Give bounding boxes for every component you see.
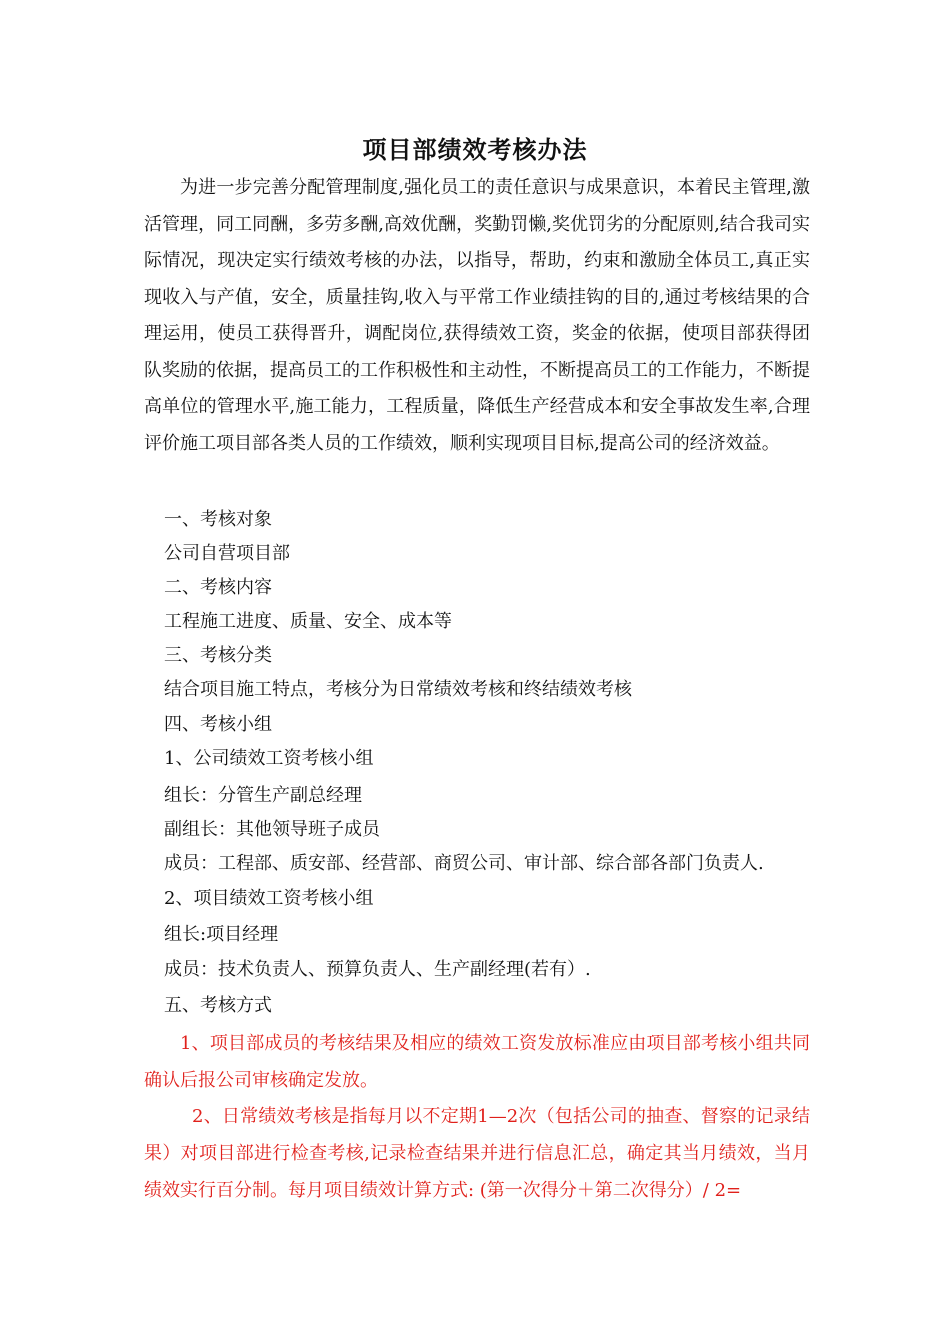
method-paragraph-1: 1、项目部成员的考核结果及相应的绩效工资发放标准应由项目部考核小组共同确认后报公司审核确定发放。 — [144, 1033, 810, 1091]
group-1-members: 成员：工程部、质安部、经营部、商贸公司、审计部、综合部各部门负责人. — [164, 853, 764, 874]
section-heading-1: 一、考核对象 — [164, 509, 272, 530]
section-text-1: 公司自营项目部 — [164, 543, 290, 564]
document-title: 项目部绩效考核办法 — [362, 136, 588, 164]
section-heading-5: 五、考核方式 — [164, 995, 272, 1016]
section-text-2: 工程施工进度、质量、安全、成本等 — [164, 611, 452, 632]
group-1-deputy: 副组长：其他领导班子成员 — [164, 819, 380, 840]
group-1-leader: 组长：分管生产副总经理 — [164, 785, 362, 806]
section-heading-3: 三、考核分类 — [164, 645, 272, 666]
intro-paragraph: 为进一步完善分配管理制度,强化员工的责任意识与成果意识，本着民主管理,激活管理，同工同酬，多劳多酬,高效优酬，奖勤罚懒,奖优罚劣的分配原则,结合我司实际情况，现决定实行绩效考核的办法，以指导，帮助，约束和激励全体员工,真正实现收入与产值，安全，质量挂钩,收入与平常工作业绩挂钩的目的,通过考核结果的合理运用，使员工获得晋升，调配岗位,获得绩效工资，奖金的依据，使项目部获得团队奖励的依据，提高员工的工作积极性和主动性，不断提高员工的工作能力，不断提高单位的管理水平,施工能力，工程质量，降低生产经营成本和安全事故发生率,合理评价施工项目部各类人员的工作绩效，顺利实现项目目标,提高公司的经济效益。 — [144, 177, 810, 454]
group-2-members: 成员：技术负责人、预算负责人、生产副经理(若有）. — [164, 959, 591, 980]
group-2-heading: 2、项目绩效工资考核小组 — [164, 888, 374, 909]
method-paragraph-2: 2、日常绩效考核是指每月以不定期1—2次（包括公司的抽查、督察的记录结果）对项目部进行检查考核,记录检查结果并进行信息汇总，确定其当月绩效，当月绩效实行百分制。每月项目绩效计算方式: (第一次得分＋第二次得分）/ 2= — [144, 1106, 810, 1201]
group-1-heading: 1、公司绩效工资考核小组 — [164, 748, 374, 769]
section-text-3: 结合项目施工特点，考核分为日常绩效考核和终结绩效考核 — [164, 679, 632, 700]
group-2-leader: 组长:项目经理 — [164, 924, 279, 945]
section-heading-2: 二、考核内容 — [164, 577, 272, 598]
section-heading-4: 四、考核小组 — [164, 714, 272, 735]
